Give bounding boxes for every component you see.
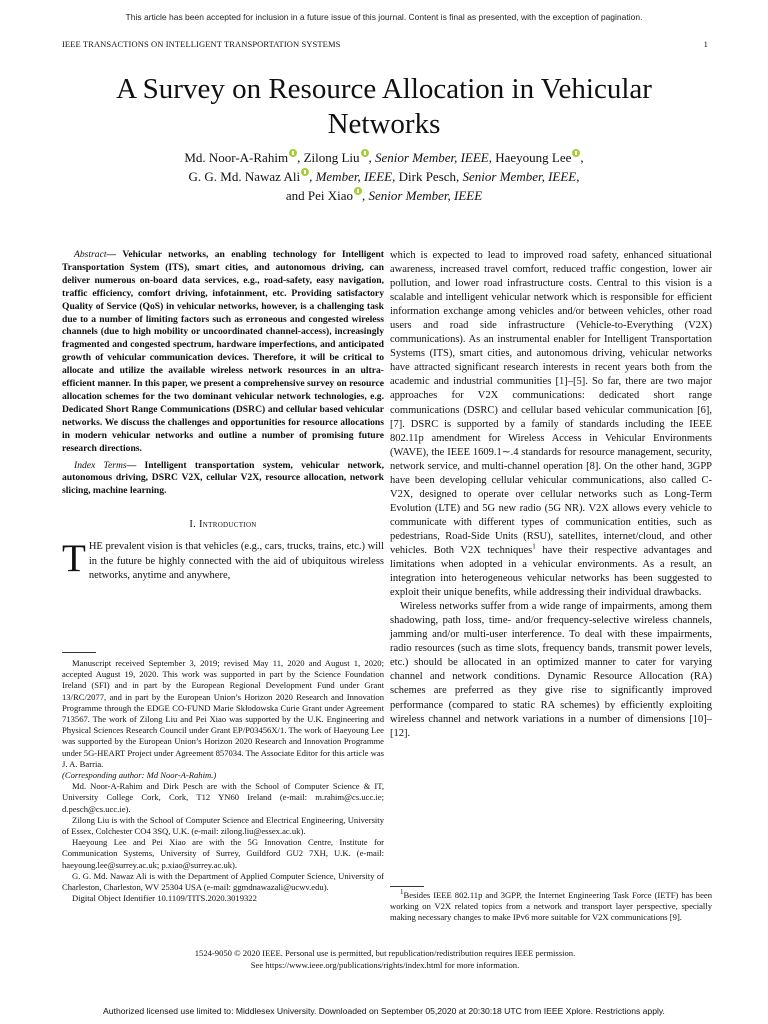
footnote-affiliation: G. G. Md. Nawaz Ali is with the Department of Applied Computer Science, University of Charleston, Charleston, WV 25304 USA (e-mail: ggmdnawazali@ucwv.edu). — [62, 870, 384, 893]
author-footnotes — [62, 658, 384, 904]
right-column — [390, 249, 712, 741]
author-name: Dirk Pesch — [398, 169, 457, 184]
paper-title: A Survey on Resource Allocation in Vehicular Networks — [116, 73, 652, 140]
footnote-affiliation: Md. Noor-A-Rahim and Dirk Pesch are with the School of Computer Science & IT, University College Cork, Cork, T12 YN60 Ireland (e-mail: m.rahim@cs.ucc.ie; d.pesch@cs.ucc.ie). — [62, 781, 384, 814]
drop-cap: T — [62, 537, 86, 581]
section-title: Introduction — [199, 519, 257, 531]
index-terms: Index Terms— Intelligent transportation system, vehicular network, autonomous driving, DSRC V2X, cellular V2X, resource allocation, network slicing, machine learning. — [62, 459, 385, 497]
copyright-notice — [62, 948, 708, 971]
orcid-icon[interactable] — [354, 187, 362, 195]
left-column — [62, 249, 384, 583]
running-header — [62, 39, 708, 49]
license-notice: Authorized licensed use limited to: Middlesex University. Downloaded on September 05,2020 at 20:30:18 UTC from IEEE Xplore. Restrictions apply. — [103, 1006, 665, 1016]
copyright-line: 1524-9050 © 2020 IEEE. Personal use is permitted, but republication/redistribution requires IEEE permission. — [194, 948, 576, 958]
footnote-affiliation: Zilong Liu is with the School of Computer Science and Electrical Engineering, University of Essex, Colchester CO4 3SQ, U.K. (e-mail: zilong.liu@essex.ac.uk). — [62, 814, 384, 837]
author-name: Haeyoung Lee — [495, 150, 572, 165]
body-paragraph: which is expected to lead to improved road safety, enhanced situational awareness, increased travel comfort, reduced traffic congestion, lower air pollution, and lower road infrastructure costs. Central to this vision is a scalable and intelligent vehicular network which is responsible for efficient information exchange among vehicles and/or between vehicles, other road users and road side infrastructure (Vehicle-to-Everything (V2X) communications). As an instrumental enabler for Intelligent Transportation Systems (ITS), smart cities, and autonomous driving, vehicular networks have attracted significant research interests in recent years both from the academic and industrial communities [1]–[5]. So far, there are two major approaches for V2X communications: dedicated short range communications (DSRC) and cellular based vehicular communication [6], [7]. DSRC is supported by a family of standards including the IEEE 802.11p amendment for Wireless Access in Vehicular Environments (WAVE), the IEEE 1609.1∼.4 standards for resource management, security, network service, and multi-channel operation [8]. On the other hand, 3GPP have been developing cellular vehicular communications, also called C-V2X, designed to operate over cellular networks such as Long-Term Evolution (LTE) and 5G new radio (5G NR). V2X allows every vehicle to communicate with different types of communication entities, such as pedestrians, Road-Side Units (RSU), satellites, internet/cloud, and other vehicles. Both V2X techniques$^1$ have their respective advantages and limitations when adopted in a vehicular environments. As a result, an integration into heterogeneous vehicular networks has been suggested to exploit their unique benefits, while addressing their individual drawbacks. — [390, 250, 712, 599]
abstract: Abstract— Vehicular networks, an enabling technology for Intelligent Transportation System (ITS), smart cities, and autonomous driving, can deliver numerous on-board data services, e.g., road-safety, easy navigation, traffic efficiency, comfort driving, infotainment, etc. Providing satisfactory Quality of Service (QoS) in vehicular networks, however, is a challenging task due to a number of limiting factors such as erroneous and congested wireless channels (due to high mobility or uncoordinated channel-access), increasingly fragmented and congested spectrum, hardware imperfections, and anticipated growth of vehicular communication devices. Therefore, it will be critical to allocate and utilize the available wireless network resources in an ultra-efficient manner. In this paper, we present a comprehensive survey on resource allocation schemes for the two dominant vehicular network technologies, e.g. Dedicated Short Range Communications (DSRC) and cellular based vehicular networks. We discuss the challenges and opportunities for resource allocations in modern vehicular networks and outline a number of promising future research directions. — [62, 249, 384, 454]
footnote-ietf: $^1$Besides IEEE 802.11p and 3GPP, the Internet Engineering Task Force (IETF) has been working on V2X related topics from a network and transport layer perspective, specially making necessary changes to make IPv6 more suitable for V2X communications [9]. — [390, 888, 712, 923]
abstract-text: Vehicular networks, an enabling technology for Intelligent Transportation System (ITS), smart cities, and autonomous driving, can deliver numerous on-board data services, e.g., road-safety, easy navigation, traffic efficiency, comfort driving, infotainment, etc. Providing satisfactory Quality of Service (QoS) in vehicular networks, however, is a challenging task due to a number of limiting factors such as erroneous and congested wireless channels (due to high mobility or uncoordinated channel-access), increasingly fragmented and congested spectrum, hardware imperfections, and anticipated growth of vehicular communication devices. Therefore, it will be critical to allocate and utilize the available wireless network resources in an ultra-efficient manner. In this paper, we present a comprehensive survey on resource allocation schemes for the two dominant vehicular network technologies, e.g. Dedicated Short Range Communications (DSRC) and cellular based vehicular networks. We discuss the challenges and opportunities for resource allocations in modern vehicular networks and outline a number of promising future research directions. — [62, 249, 384, 454]
footnote-corresponding: (Corresponding author: Md Noor-A-Rahim.) — [62, 770, 217, 781]
orcid-icon[interactable] — [361, 149, 369, 157]
journal-name: IEEE TRANSACTIONS ON INTELLIGENT TRANSPORTATION SYSTEMS — [62, 39, 341, 49]
author-role: Senior Member, IEEE — [462, 169, 577, 184]
intro-text: HE prevalent vision is that vehicles (e.g., cars, trucks, trains, etc.) will in the future be highly connected with the aid of ubiquitous wireless networks, anytime and anywhere, — [88, 541, 384, 581]
index-terms-label: Index Terms — [74, 459, 127, 471]
author-name: Md. Noor-A-Rahim — [184, 150, 289, 165]
rights-link[interactable]: See https://www.ieee.org/publications/rights/index.html for more information. — [250, 959, 520, 970]
orcid-icon[interactable] — [572, 149, 580, 157]
intro-paragraph — [62, 537, 384, 583]
acceptance-notice: This article has been accepted for inclusion in a future issue of this journal. Content is final as presented, with the exception of pagination. — [125, 12, 643, 22]
section-heading: I. Introduction — [189, 519, 257, 531]
author-role: Senior Member, IEEE — [375, 150, 489, 165]
abstract-label: Abstract — [74, 249, 107, 260]
body-paragraph: Wireless networks suffer from a wide range of impairments, among them shadowing, path loss, time- and/or frequency-selective wireless channels, jamming and/or multi-user interference. To deal with these impairments, radio resources (such as time slots, frequency bands, transmit power levels, etc.) should be allocated in an optimized manner to cater for varying channel and network conditions. Dynamic Resource Allocation (RA) schemes are preferred as they give rise to significantly improved performance (compared to static RA schemes) by efficiently exploiting wireless channel and network variations in a number of dimensions [10]–[12]. — [390, 601, 712, 739]
author-name: G. G. Md. Nawaz Ali — [188, 169, 301, 184]
author-role: Member, IEEE — [315, 169, 393, 184]
orcid-icon[interactable] — [301, 168, 309, 176]
footnote-doi[interactable]: Digital Object Identifier 10.1109/TITS.2020.3019322 — [72, 893, 257, 904]
orcid-icon[interactable] — [289, 149, 297, 157]
footnote-divider — [62, 652, 96, 653]
footnote-mark: 1 — [400, 888, 404, 897]
index-terms-text: Intelligent transportation system, vehicular network, autonomous driving, DSRC V2X, cellular V2X, resource allocation, network slicing, machine learning. — [62, 459, 385, 497]
footnote-marker[interactable]: 1 — [532, 542, 536, 551]
footnote-affiliation: Haeyoung Lee and Pei Xiao are with the 5G Innovation Centre, Institute for Communication Systems, University of Surrey, Guildford GU2 7XH, U.K. (e-mail: haeyoung.lee@surrey.ac.uk; p.xiao@surrey.ac.uk). — [62, 837, 384, 870]
footnote-funding: Manuscript received September 3, 2019; revised May 11, 2020 and August 1, 2020; accepted August 19, 2020. This work was supported in part by the Science Foundation Ireland (SFI) and in part by the European Regional Development Fund under Grant 13/RC/2077, and in part by the European Union’s Horizon 2020 Research and Innovation Programme through the EDGE CO-FUND Marie Skłodowska Curie Grant under Agreement 713567. The work of Zilong Liu and Pei Xiao was supported by the U.K. Engineering and Physical Sciences Research Council under Grant EP/P03456X/1. The work of Haeyoung Lee was supported by the European Union’s Horizon 2020 Research and Innovation Programme under 5G-HEART Project under Agreement 857034. The Associate Editor for this article was J. A. Barria. — [62, 658, 384, 769]
footnote-divider — [390, 886, 424, 887]
author-list: Md. Noor-A-Rahim , Zilong Liu , Senior Member, IEEE, Haeyoung Lee , G. G. Md. Nawaz Ali , Member, IEEE, Dirk Pesch, Senior Member, IEEE, and Pei Xiao , Senior Member, IEEE — [184, 150, 584, 203]
page-number: 1 — [703, 39, 708, 49]
author-name: and Pei Xiao — [285, 188, 353, 203]
author-role: Senior Member, IEEE — [368, 188, 483, 203]
author-name: Zilong Liu — [303, 150, 360, 165]
